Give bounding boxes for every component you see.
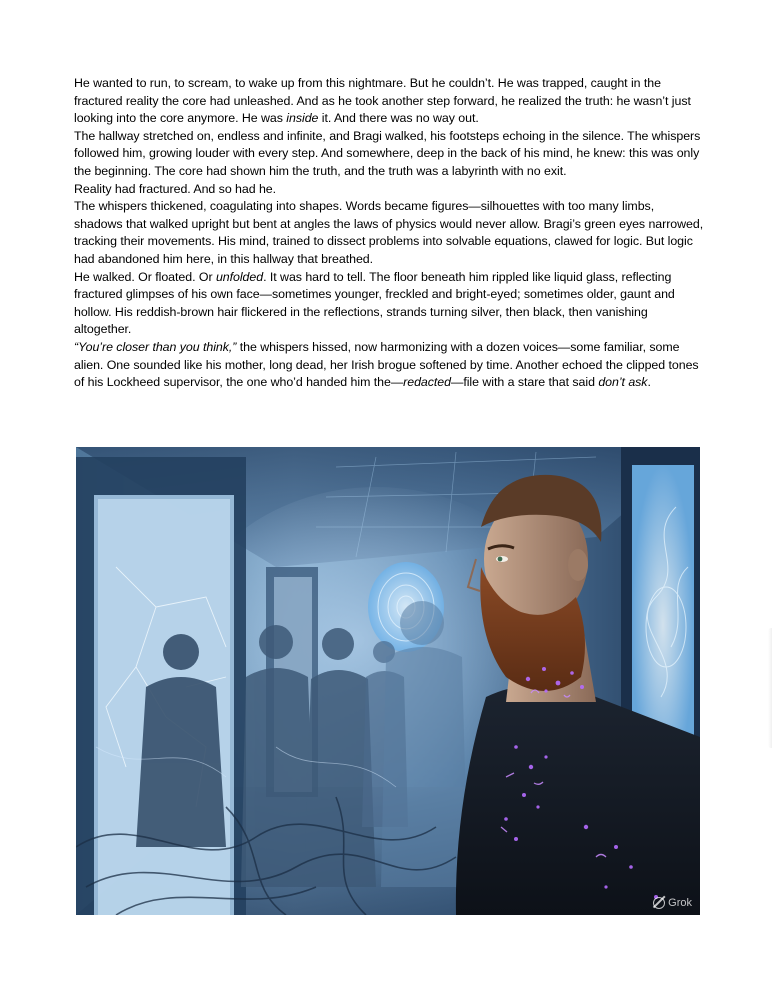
paragraph [74, 181, 704, 199]
grok-logo-icon [653, 897, 665, 909]
italic-run: redacted [403, 375, 451, 390]
hallway-scene-image [76, 447, 700, 915]
paragraph [74, 128, 704, 181]
paragraph [74, 339, 704, 392]
paragraph [74, 269, 704, 339]
watermark [653, 897, 692, 909]
text-run: He wanted to run, to scream, to wake up from this nightmare. But he couldn’t. He was trapped, caught in the fractured reality the core had unleashed. And as he took another step forward, he realized the truth: he wasn’t just looking into the core anymore. He was [74, 76, 691, 126]
text-run: The hallway stretched on, endless and infinite, and Bragi walked, his footsteps echoing in the silence. The whispers followed him, growing louder with every step. And somewhere, deep in the back of his mind, he knew: this was only the beginning. The core had shown him the truth, and the truth was a labyrinth with no exit. [74, 128, 701, 178]
text-run: The whispers thickened, coagulating into shapes. Words became figures—silhouettes with too many limbs, shadows that walked upright but bent at angles the laws of physics would never allow. Bragi’s green eyes narrowed, tracking their movements. His mind, trained to dissect problems into solvable equations, clawed for logic. But logic had abandoned him here, in this hallway that breathed. [74, 199, 704, 266]
text-run: —file with a stare that said [451, 375, 599, 390]
italic-run: unfolded [215, 269, 264, 284]
italic-run: “You’re closer than you think,” [74, 339, 237, 354]
text-run: . [647, 375, 651, 390]
text-run: it. And there was no way out. [318, 111, 479, 126]
italic-run: don’t ask [598, 375, 648, 390]
page-edge-shadow [768, 628, 772, 748]
story-illustration [76, 447, 700, 915]
italic-run: inside [286, 111, 319, 126]
text-run: He walked. Or floated. Or [74, 269, 216, 284]
paragraph [74, 75, 704, 128]
story-text [74, 75, 704, 392]
text-run: Reality had fractured. And so had he. [74, 181, 277, 196]
text-run: . It was hard to tell. The floor beneath him rippled like liquid glass, reflecting fractured glimpses of his own face—sometimes younger, freckled and bright-eyed; sometimes older, gaunt and hollow. His reddish-brown hair flickered in the reflections, strands turning silver, then black, then vanishing altogether. [74, 269, 675, 337]
watermark-label: Grok [668, 897, 692, 909]
text-run: the whispers hissed, now harmonizing with a dozen voices—some familiar, some alien. One sounded like his mother, long dead, her Irish brogue softened by time. Another echoed the clipped tones of his Lockheed supervisor, the one who’d handed him the— [74, 339, 699, 390]
paragraph [74, 198, 704, 268]
